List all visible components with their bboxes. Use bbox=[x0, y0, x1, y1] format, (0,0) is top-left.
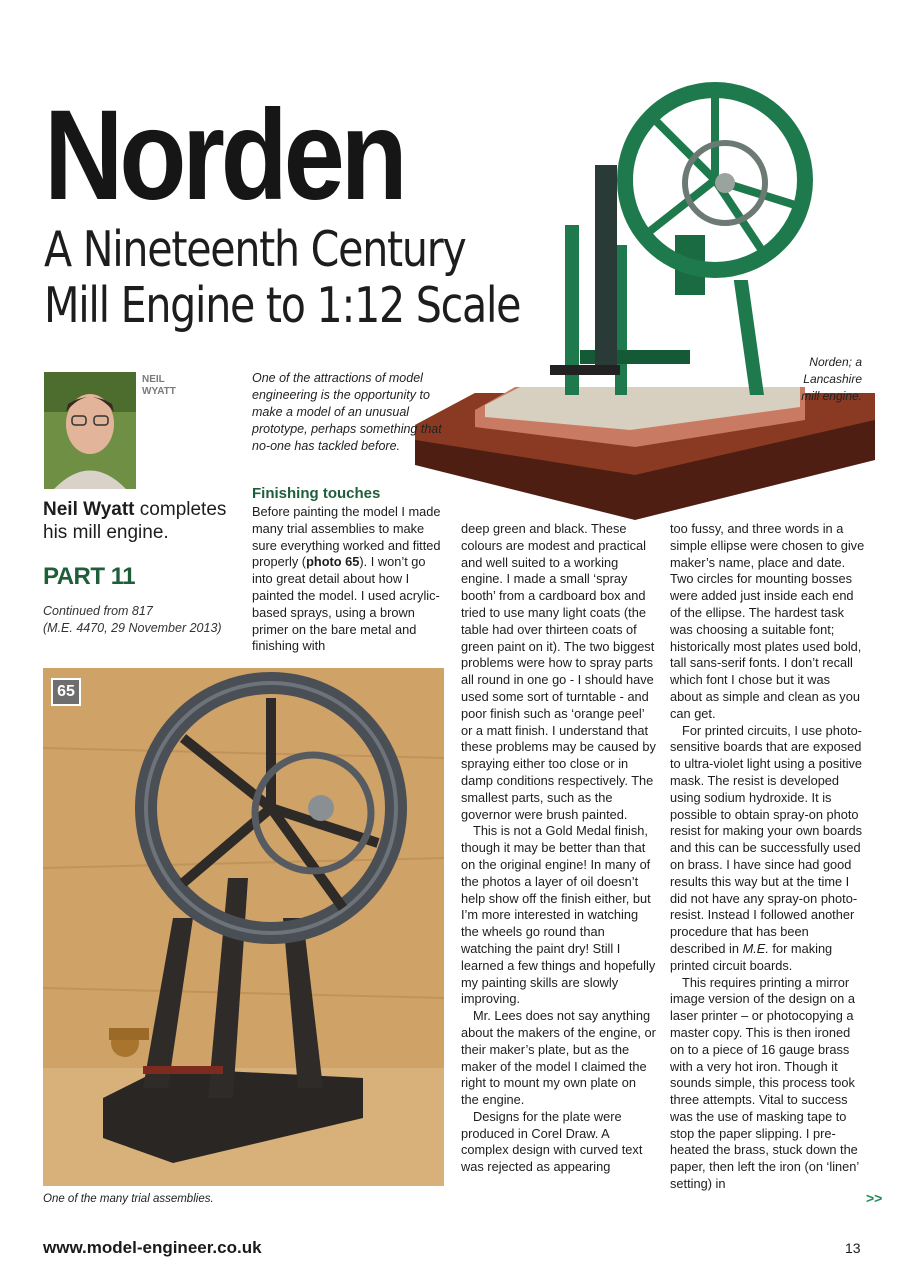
author-tag: NEIL WYATT bbox=[142, 374, 176, 397]
article-title: Norden bbox=[44, 84, 404, 227]
paragraph: Mr. Lees does not say anything about the makers of the engine, or their maker’s plate, but as the maker of the model I claimed the right to mount my own plate on the engine. bbox=[461, 1008, 656, 1108]
engine-photo bbox=[405, 75, 880, 520]
subtitle-line-1: A Nineteenth Century bbox=[44, 221, 466, 278]
paragraph: deep green and black. These colours are modest and practical and well suited to a working engine. I made a small ‘spray booth’ from a cardboard box and tried to use many light coats (the table had over thirteen coats of green paint on it). The two biggest problems were how to spray parts all round in one go - I should have used some sort of turntable - and poor finish such as ‘orange peel’ or a matt finish. I understand that these problems may be caused by spraying either too close or in damp conditions respectively. The smallest parts, such as the governor were brush painted. bbox=[461, 521, 656, 822]
continued-note: Continued from 817 (M.E. 4470, 29 November 2013) bbox=[43, 604, 222, 635]
column-2 bbox=[461, 521, 656, 1176]
section-heading: Finishing touches bbox=[252, 485, 381, 502]
paragraph: For printed circuits, I use photo-sensitive boards that are exposed to ultra-violet light using a positive mask. The resist is developed using sodium hydroxide. It is possible to obtain spray-on photo resist for making your own boards and this can be successfully used on brass. I have since had good results this way but at the time I did not have any spray-on photo-resist. Instead I followed another procedure that has been described in M.E. for making printed circuit boards. bbox=[670, 722, 863, 973]
intro-paragraph: One of the attractions of model engineering is the opportunity to make a model of an unusual prototype, perhaps something that no-one has tackled before. bbox=[252, 371, 442, 453]
top-photo-caption: Norden; a Lancashire mill engine. bbox=[801, 355, 862, 403]
trial-assembly-photo bbox=[43, 668, 444, 1186]
photo-reference: photo 65 bbox=[306, 554, 360, 570]
continued-arrow-icon: >> bbox=[866, 1190, 883, 1206]
author-teaser: Neil Wyatt completes his mill engine. bbox=[43, 499, 227, 543]
author-name: Neil Wyatt bbox=[43, 499, 135, 520]
photo-number-badge: 65 bbox=[51, 678, 81, 706]
paragraph: too fussy, and three words in a simple ellipse were chosen to give maker’s name, place and date. Two circles for mounting bosses were added just inside each end of the ellipse. The hardest task was choosing a suitable font; historically most plates used bold, tall sans-serif fonts. I don’t recall which font I chose but it was about as simple and clean as you can get. bbox=[670, 521, 865, 721]
paragraph: This is not a Gold Medal finish, though it may be better than that on the original engine! In many of the photos a layer of oil doesn’t help show off the finish either, but I’m more interested in watching the wheels go round than watching the paint dry! Still I learned a few things and hopefully my painting skills are slowly improving. bbox=[461, 823, 656, 1007]
paragraph: This requires printing a mirror image version of the design on a laser printer – or photocopying a master copy. This is then ironed on to a piece of 16 gauge brass with a very hot iron. Though it sounds simple, this process took three attempts. Vital to success was the use of masking tape to stop the paper slipping. I pre-heated the brass, stuck down the paper, then left the iron (on ‘linen’ setting) in bbox=[670, 974, 859, 1192]
column-3 bbox=[670, 521, 865, 1193]
paragraph: Designs for the plate were produced in Corel Draw. A complex design with curved text was rejected as appearing bbox=[461, 1108, 643, 1175]
part-label: PART 11 bbox=[43, 563, 136, 590]
photo-caption: One of the many trial assemblies. bbox=[43, 1193, 214, 1205]
subtitle-line-2: Mill Engine to 1:12 Scale bbox=[44, 277, 521, 334]
page-number: 13 bbox=[845, 1240, 861, 1256]
column-1: Before painting the model I made many trial assemblies to make sure everything worked and fitted properly (photo 65). I won’t go into great detail about how I painted the model. I used acrylic-based sprays, using a brown primer on the bare metal and finishing with bbox=[252, 504, 441, 654]
footer-website[interactable]: www.model-engineer.co.uk bbox=[43, 1238, 262, 1257]
author-photo bbox=[44, 372, 136, 489]
